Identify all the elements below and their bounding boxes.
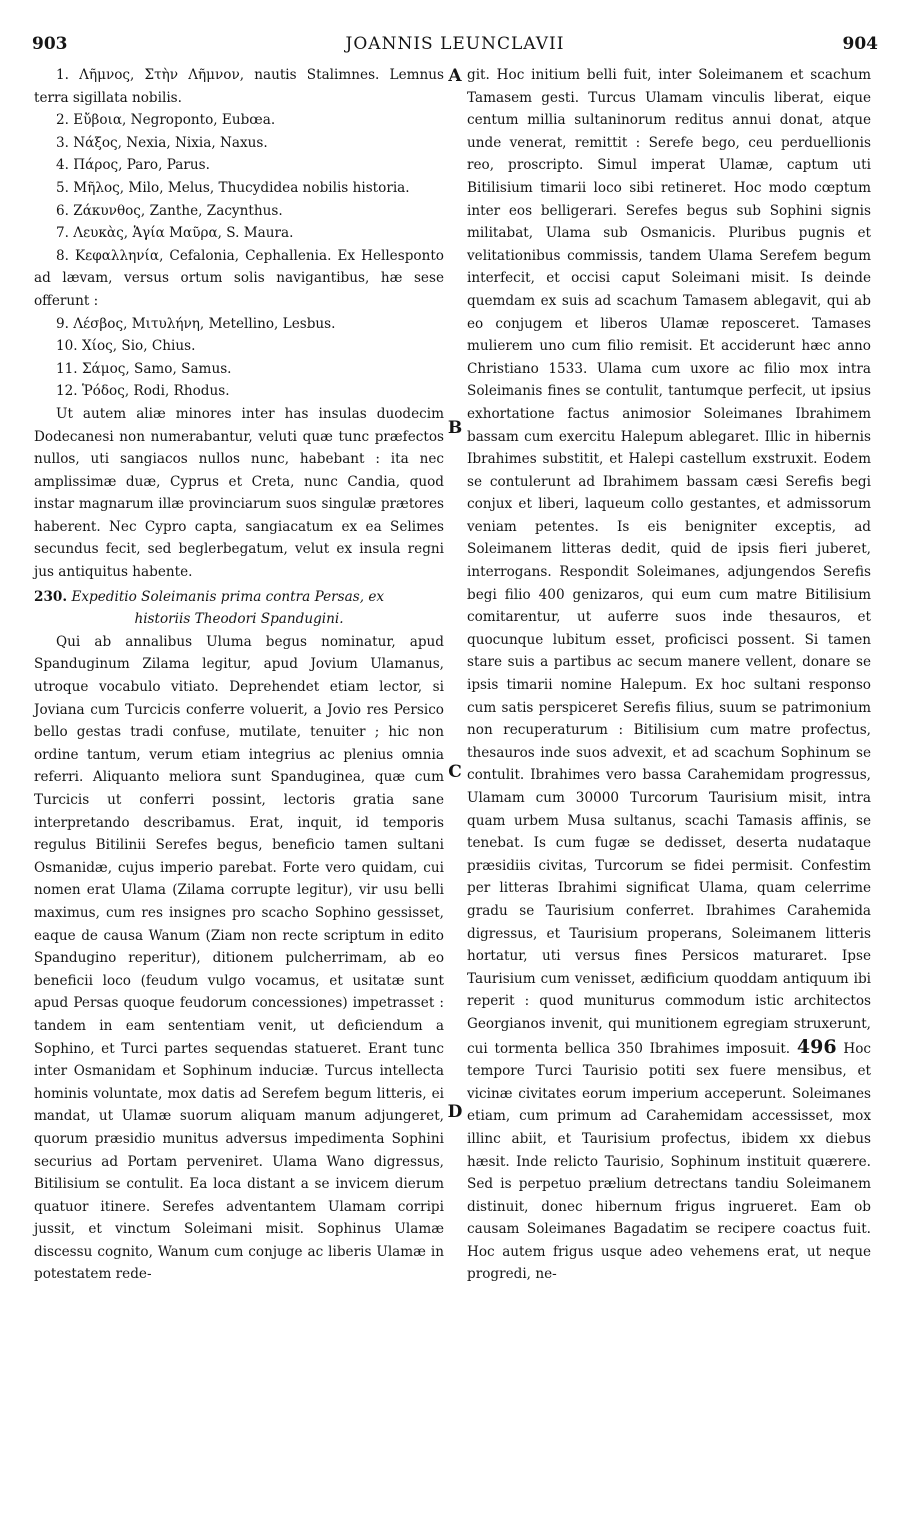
paragraph: Qui ab annalibus Uluma begus nominatur, apud Spanduginum Zilama legitur, apud Jovium Ulamanus, utroque vocabulo vitiato. Deprehendet etiam lector, si Joviana cum Turcicis conferre voluerit, a Jovio res Persico bello gestas tradi confuse, mutilate, tenuiter ; hic non ordine tantum, verum etiam integrius ac plenius omnia referri. Aliquanto meliora sunt Spanduginea, quæ cum Turcicis ut conferri possint, lectoris gratia sane interpretando describamus. Erat, inquit, id temporis regulus Bitilinii Serefes begus, beneficio tamen sultani Osmanidæ, cujus imperio parebat. Forte vero quidam, cui nomen erat Ulama (Zilama corrupte legitur), vir usu belli maximus, cum res insignes pro scacho Sophino gessisset, eaque de causa Wanum (Ziam non recte scriptum in edito Spandugino reperitur), ditionem pulcherrimam, ab eo beneficii loco (feudum vulgo vocamus, et usitatæ sunt apud Persas quoque feudorum concessiones) impetrasset : tandem in eam sententiam venit, ut deficiendum a Sophino, et Turci partes sequendas statueret. Erant tunc inter Osmanidam et Sophinum induciæ. Turcus intellecta hominis voluntate, mox datis ad Serefem begum litteris, ei mandat, ut Ulamæ suorum aliquam manum adjungeret, quorum præsidio munitus adversus impedimenta Sophini securius ad Portam perveniret. Ulama Wano digressus, Bitilisium se contulit. Ea loca distant a se invicem dierum quatuor itinere. Serefes adventantem Ulamam corripi jussit, et vinctum Soleimani misit. Sophinus Ulamæ discessu cognito, Wanum cum conjuge ac liberis Ulamæ in potestatem rede- [34,633,444,1283]
paragraph-text: git. Hoc initium belli fuit, inter Soleimanem et scachum Tamasem gesti. Turcus Ulamam vinculis liberat, eique centum millia sultaninorum reditus annui donat, atque unde venerat, remittit : Serefe bego, ceu perduellionis reo, proscripto. Simul imperat Ulamæ, captum uti Bitilisium timarii loco sibi retineret. Hoc modo cœptum inter eos belligerari. Serefes begus sub Sophini signis militabat, Ulama sub Osmanicis. Pluribus pugnis et velitationibus commissis, tandem Ulama Serefem begum interfecit, et occisi caput Soleimani misit. Is deinde quemdam ex suis ad scachum Tamasem ablegavit, qui ab eo conjugem et liberos Ulamæ reposceret. Tamases mulierem uno cum filio remisit. Et acciderunt hæc anno Christiano 1533. Ulama cum uxore ac filio mox intra Soleimanis fines se contulit, tantumque perfecit, ut ipsius exhortatione factus animosior Soleimanes Ibrahimem bassam cum exercitu Halepum ablegaret. Illic in hibernis Ibrahimes substitit, et Halepi castellum exstruxit. Eodem se contulerunt ad Ibrahimem bassam cæsi Serefis begi conjux et liberi, laqueum collo gestantes, et admissorum veniam petentes. Is eis benigniter exceptis, ad Soleimanem litteras dedit, quid de ipsis fieri juberet, interrogans. Respondit Soleimanes, adjungendos Serefis begi filio 400 genizaros, qui eum cum matre Bitilisium comitarentur, ut auferre suos inde thesauros, et quocunque lubitum esset, proficisci possent. Si tamen stare suis a partibus ac secum manere vellent, donare se ipsis timarii nomine Halepum. Ex hoc sultani responso cum satis perspiceret Serefis filius, suum se patrimonium non recuperaturum : Bitilisium cum matre profectus, thesauros inde suos advexit, et ad scachum Sophinum se contulit. Ibrahimes vero bassa Carahemidam progressus, Ulamam cum 30000 Turcorum Taurisium misit, intra quam urbem Musa sultanus, scachi Tamasis affinis, se tenebat. Is cum fugæ se dedisset, deserta nudataque præsidiis civitas, Turcorum se fidei permisit. Confestim per litteras Ibrahimi significat Ulama, quam celerrime gradu se Taurisium conferret. Ibrahimes Carahemida digressus, et Taurisium properans, Soleimanem litteris hortatur, uti versus fines Persicos maturaret. Ipse Taurisium cum venisset, ædificium quoddam antiquum ibi reperit : quod muniturus commodum istic architectos Georgianos invenit, qui munitionem egregiam struxerunt, cui tormenta bellica 350 Ibrahimes imposuit. [467,67,871,1057]
list-item: 11. Σάμος, Samo, Samus. [56,360,232,377]
margin-marker-b: B [447,418,463,438]
page-number-right: 904 [842,34,878,54]
list-item: 7. Λευκὰς, Ἁγία Μαῦρα, S. Maura. [56,225,294,242]
list-item: 9. Λέσβος, Μιτυλήνη, Metellino, Lesbus. [56,315,336,332]
running-header [32,34,878,58]
list-item: 12. Ῥόδος, Rodi, Rhodus. [56,383,230,400]
list-item: 5. Μῆλος, Milo, Melus, Thucydidea nobilis historia. [56,179,410,196]
list-item: 10. Χίος, Sio, Chius. [56,338,196,355]
list-item: 2. Εὔβοια, Negroponto, Eubœa. [56,112,276,129]
margin-marker-c: C [448,762,462,782]
list-item: 6. Ζάκυνθος, Zanthe, Zacynthus. [56,202,283,219]
section-number: 230. [34,588,68,605]
section-subtitle: historiis Theodori Spandugini. [134,611,344,628]
right-column [467,64,871,1286]
section-title: Expeditio Soleimanis prima contra Persas, ex [71,588,385,605]
section-heading [34,586,444,631]
paragraph [467,64,871,1286]
list-item: 8. Κεφαλληνία, Cefalonia, Cephallenia. Ex Hellesponto ad lævam, versus ortum solis navigantibus, hæ sese offerunt : [34,247,444,309]
running-title: JOANNIS LEUNCLAVII [345,34,565,54]
paragraph-text-continued: Hoc tempore Turci Taurisio potiti sex fuere mensibus, et vicinæ civitates eorum imperium acceperunt. Soleimanes etiam, cum primum ad Carahemidam accessisset, mox illinc abiit, et Taurisium profectus, ibidem xx diebus hæsit. Inde relicto Taurisio, Sophinum instituit quærere. Sed is perpetuo prælium detrectans tandiu Soleimanem distinuit, donec hibernum frigus ingrueret. Eam ob causam Soleimanes Bagadatim se recipere coactus fuit. Hoc autem frigus usque adeo vehemens erat, ut neque progredi, ne- [467,1040,871,1283]
margin-marker-d: D [447,1102,463,1122]
page-number-left: 903 [32,34,68,54]
list-item: 3. Νάξος, Nexia, Nixia, Naxus. [56,134,268,151]
list-item: 1. Λῆμνος, Στὴν Λῆμνον, nautis Stalimnes. Lemnus terra sigillata nobilis. [34,67,444,106]
margin-marker-a: A [448,66,462,86]
list-item: 4. Πάρος, Paro, Parus. [56,157,210,174]
paragraph: Ut autem aliæ minores inter has insulas duodecim Dodecanesi non numerabantur, veluti quæ tunc præfectos nullos, uti sangiacos nullos nunc, habebant : ita nec amplissimæ duæ, Cyprus et Creta, nunc Candia, quod instar magnarum illæ provinciarum suos singulæ prætores haberent. Nec Cypro capta, sangiacatum ex ea Selimes secundus fecit, sed beglerbegatum, velut ex insula regni jus antiquitus habente. [34,405,444,581]
original-page-number: 496 [796,1035,837,1058]
left-column [34,64,444,1286]
